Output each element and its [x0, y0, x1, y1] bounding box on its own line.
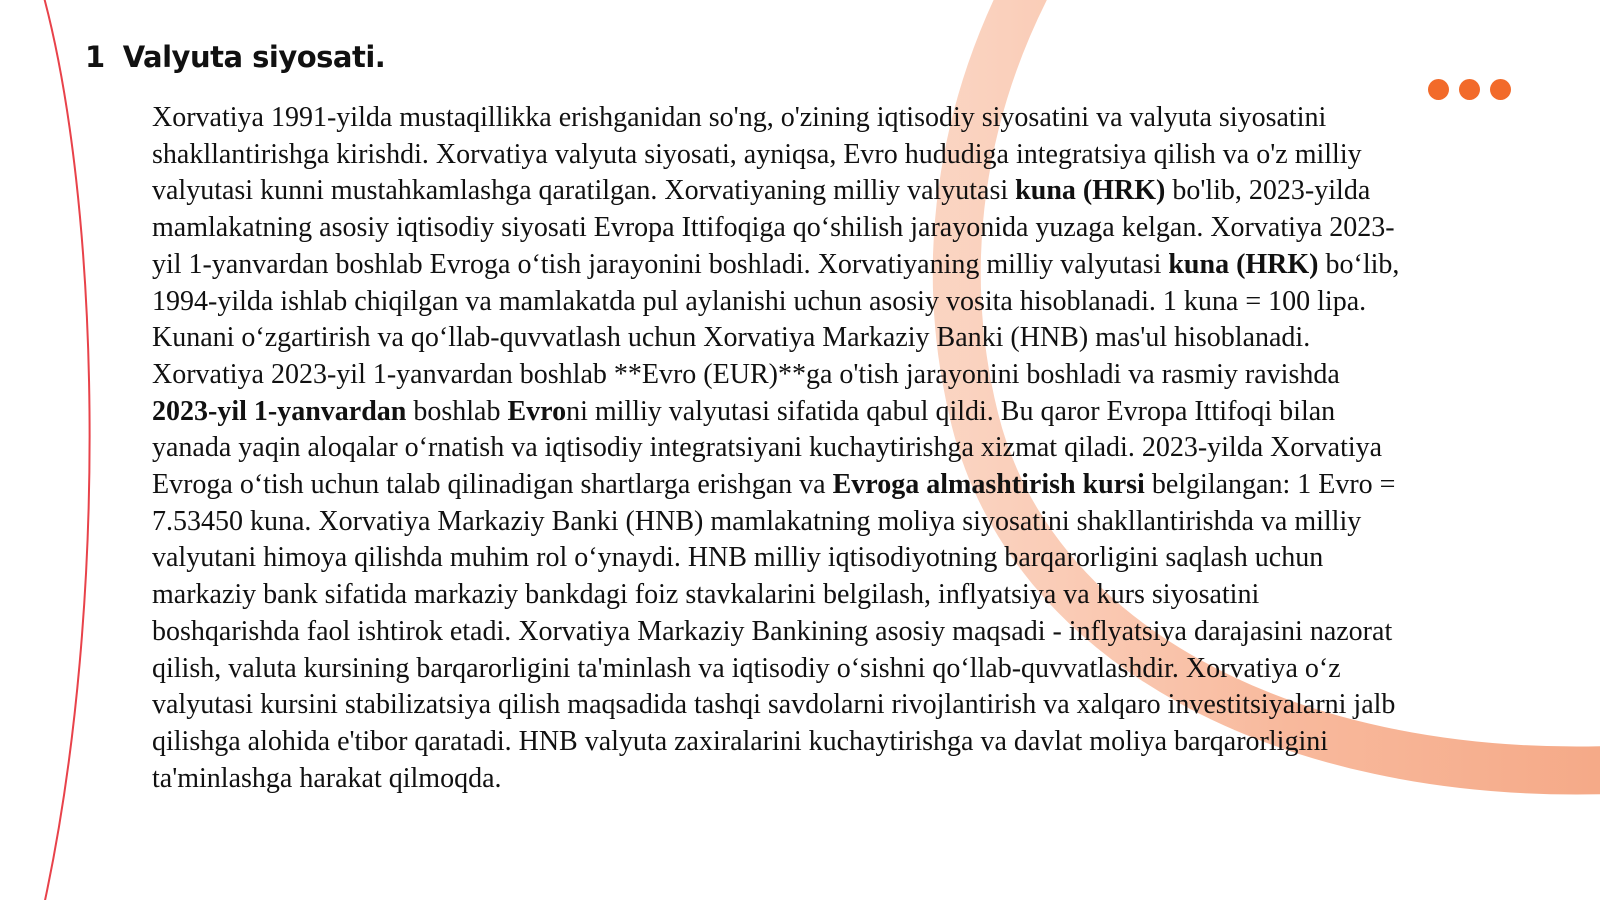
- heading-number: 1: [85, 40, 105, 74]
- red-left-arc: [42, 0, 90, 900]
- text-run: belgilangan: 1 Evro = 7.53450 kuna. Xorvatiya Markaziy Banki (HNB) mamlakatning moliya siyosatini shakllantirishda va milliy valyutani himoya qilishda muhim rol o‘ynaydi. HNB milliy iqtisodiyotning barqarorligini saqlash uchun markaziy bank sifatida markaziy bankdagi foiz stavkalarini belgilash, inflyatsiya va kurs siyosatini boshqarishda faol ishtirok etadi. Xorvatiya Markaziy Bankining asosiy maqsadi - inflyatsiya darajasini nazorat qilish, valuta kursining barqarorligini ta'minlash va iqtisodiy o‘sishni qo‘llab-quvvatlashdir. Xorvatiya o‘z valyutasi kursini stabilizatsiya qilish maqsadida tashqi savdolarni rivojlantirish va xalqaro investitsiyalarni jalb qilishga alohida e'tibor qaratadi. HNB valyuta zaxiralarini kuchaytirishga va davlat moliya barqarorligini ta'minlashga harakat qilmoqda.: [152, 469, 1396, 794]
- body-paragraph: [152, 100, 1412, 797]
- text-run-bold: Evro: [507, 395, 567, 427]
- text-run: ni milliy valyutasi sifatida qabul qildi. Bu qaror Evropa Ittifoqi bilan yanada yaqin aloqalar o‘rnatish va iqtisodiy integratsiyani kuchaytirishga xizmat qiladi. 2023-yilda Xorvatiya Evroga o‘tish uchun talab qilinadigan shartlarga erishgan va: [152, 395, 1383, 501]
- text-run-bold: kuna (HRK): [1015, 175, 1166, 207]
- text-run: Xorvatiya 1991-yilda mustaqillikka erishganidan so'ng, o'zining iqtisodiy siyosatini va valyuta siyosatini shakllantirishga kirishdi. Xorvatiya valyuta siyosati, ayniqsa, Evro hududiga integratsiya qilish va o'z milliy valyutasi kunni mustahkamlashga qaratilgan. Xorvatiyaning milliy valyutasi: [152, 102, 1362, 207]
- dots-menu: [1428, 79, 1511, 100]
- dot-icon: [1428, 79, 1449, 100]
- text-run: boshlab: [406, 395, 508, 427]
- text-run: bo'lib, 2023-yilda mamlakatning asosiy iqtisodiy siyosati Evropa Ittifoqiga qo‘shilish jarayonida yuzaga kelgan. Xorvatiya 2023-yil 1-yanvardan boshlab Evroga o‘tish jarayonini boshladi. Xorvatiyaning milliy valyutasi: [152, 175, 1395, 280]
- text-run: bo‘lib, 1994-yilda ishlab chiqilgan va mamlakatda pul aylanishi uchun asosiy vosita hisoblanadi. 1 kuna = 100 lipa. Kunani o‘zgartirish va qo‘llab-quvvatlash uchun Xorvatiya Markaziy Banki (HNB) mas'ul hisoblanadi. Xorvatiya 2023-yil 1-yanvardan boshlab **Evro (EUR)**ga o'tish jarayonini boshladi va rasmiy ravishda: [152, 248, 1400, 390]
- dot-icon: [1459, 79, 1480, 100]
- heading-title: Valyuta siyosati.: [122, 40, 386, 74]
- text-run-bold: 2023-yil 1-yanvardan: [152, 395, 407, 427]
- text-run-bold: Evroga almashtirish kursi: [832, 469, 1145, 501]
- slide-heading: [85, 40, 385, 74]
- text-run-bold: kuna (HRK): [1168, 248, 1319, 280]
- dot-icon: [1490, 79, 1511, 100]
